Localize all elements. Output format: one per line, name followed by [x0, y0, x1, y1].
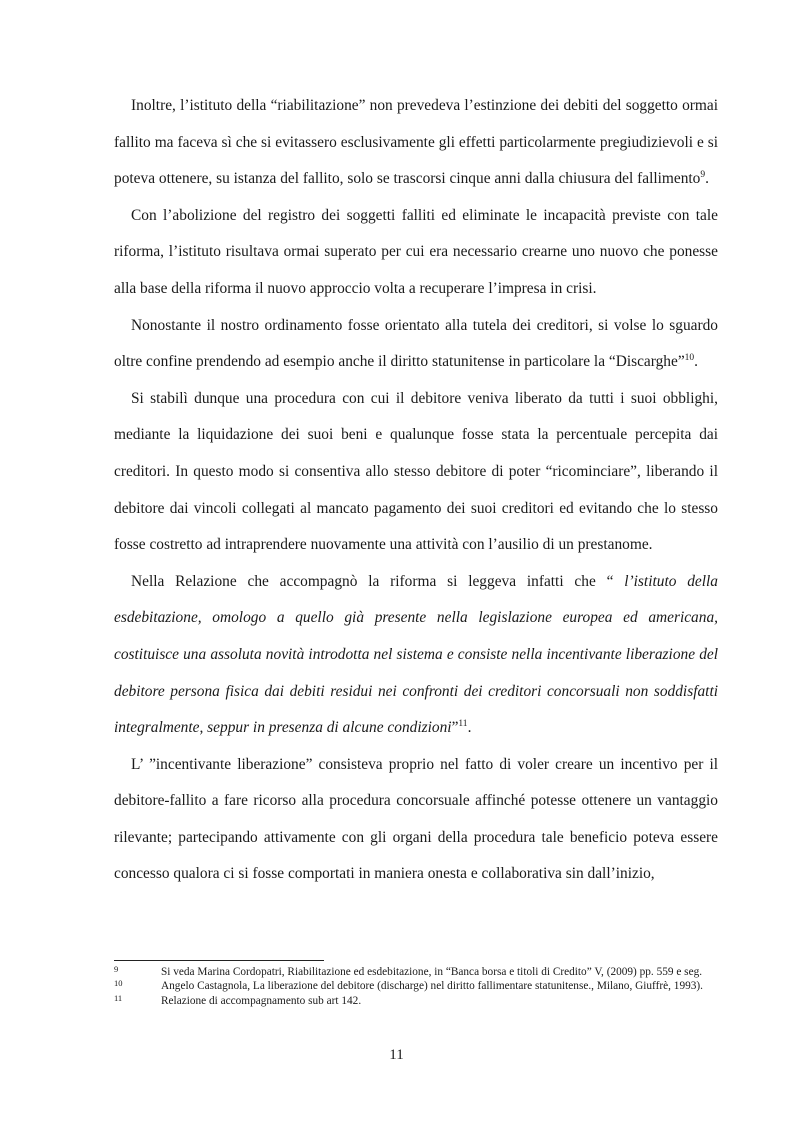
paragraph — [114, 308, 718, 381]
footnote-text: Relazione di accompagnamento sub art 142. — [161, 994, 362, 1007]
text-segment: L’ ”incentivante liberazione” consisteva proprio nel fatto di voler creare un incentivo per il debitore-fallito a fare ricorso alla procedura concorsuale affinché potesse ottenere un vantaggio rilevante; partecipando attivamente con gli organi della procedura tale beneficio poteva essere concesso qualora ci si fosse comportati in maniera onesta e collaborativa sin dall’inizio, — [114, 755, 718, 883]
text-segment: . — [705, 170, 709, 188]
text-segment: Si stabilì dunque una procedura con cui il debitore veniva liberato da tutti i suoi obblighi, mediante la liquidazione dei suoi beni e qualunque fosse stata la percentuale percepita dai creditori. In questo modo si consentiva allo stesso debitore di poter “ricominciare”, liberando il debitore dai vincoli collegati al mancato pagamento dei suoi creditori ed evitando che lo stesso fosse costretto ad intraprendere nuovamente una attività con l’ausilio di un prestanome. — [114, 389, 718, 554]
italic-quote: l’istituto della esdebitazione, omologo a quello già presente nella legislazione europea ed americana, costituisce una assoluta novità introdotta nel sistema e consiste nella incentivante liberazione del debitore persona fisica dai debiti residui nei confronti dei creditori concorsuali non soddisfatti integralmente, seppur in presenza di alcune condizioni — [114, 572, 718, 737]
text-segment: Inoltre, l’istituto della “riabilitazione” non prevedeva l’estinzione dei debiti del soggetto ormai fallito ma faceva sì che si evitassero esclusivamente gli effetti particolarmente pregiudizievoli e si poteva ottenere, su istanza del fallito, solo se trascorsi cinque anni dalla chiusura del fallimento — [114, 97, 718, 188]
footnote: 10 Angelo Castagnola, La liberazione del debitore (discharge) nel diritto fallimentare statunitense., Milano, Giuffrè, 1993). — [114, 978, 703, 993]
footnote: 9 Si veda Marina Cordopatri, Riabilitazione ed esdebitazione, in “Banca borsa e titoli di Credito” V, (2009) pp. 559 e seg. — [114, 964, 703, 978]
footnote-reference: 11 — [458, 719, 468, 730]
text-segment: Nonostante il nostro ordinamento fosse orientato alla tutela dei creditori, si volse lo sguardo oltre confine prendendo ad esempio anche il diritto statunitense in particolare la “Discarghe” — [114, 316, 718, 371]
paragraph — [114, 564, 718, 747]
text-segment: Nella Relazione che accompagnò la riforma si leggeva infatti che “ — [131, 572, 625, 590]
footnote-text: Si veda Marina Cordopatri, Riabilitazione ed esdebitazione, in “Banca borsa e titoli di Credito” V, (2009) pp. 559 e seg. — [161, 966, 703, 978]
paragraph — [114, 198, 718, 308]
text-segment: . — [467, 719, 472, 737]
footnote-reference: 10 — [684, 353, 695, 364]
footnote-reference: 9 — [700, 170, 706, 181]
page-number: 11 — [389, 1047, 404, 1063]
text-segment: Con l’abolizione del registro dei soggetti falliti ed eliminate le incapacità previste con tale riforma, l’istituto risultava ormai superato per cui era necessario crearne uno nuovo che ponesse alla base della riforma il nuovo approccio volta a recuperare l’impresa in crisi. — [114, 206, 718, 297]
footnotes — [114, 965, 718, 1008]
text-segment: ” — [451, 719, 459, 737]
footnote-text: Angelo Castagnola, La liberazione del debitore (discharge) nel diritto fallimentare statunitense., Milano, Giuffrè, 1993). — [161, 980, 703, 993]
footnote-separator — [114, 960, 324, 961]
paragraph — [114, 747, 718, 893]
paragraph — [114, 88, 718, 198]
text-segment: . — [694, 353, 699, 371]
footnote: 11 Relazione di accompagnamento sub art 142. — [114, 992, 362, 1007]
body-text — [114, 88, 718, 893]
paragraph — [114, 381, 718, 564]
